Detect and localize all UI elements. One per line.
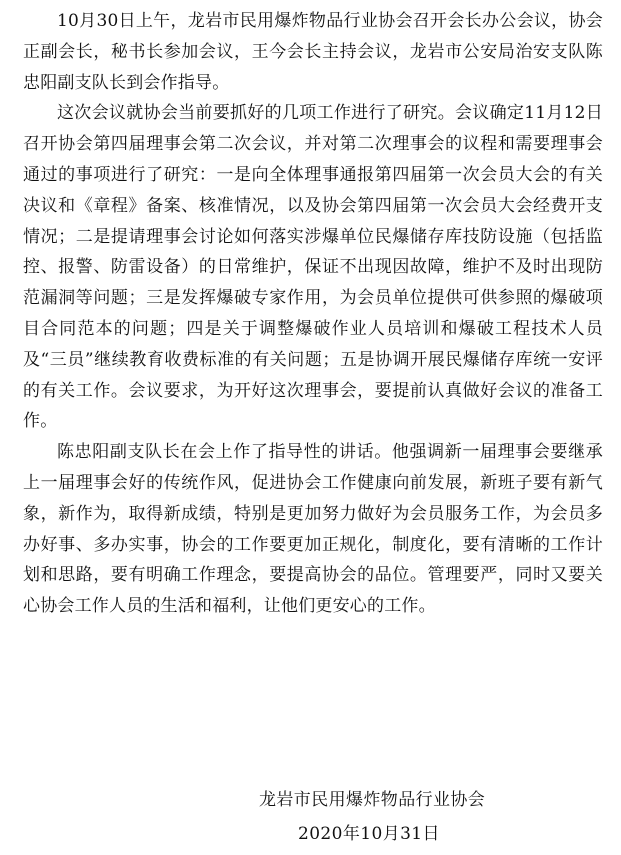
paragraph-speech: 陈忠阳副支队长在会上作了指导性的讲话。他强调新一届理事会要继承上一届理事会好的传统作风，促进协会工作健康向前发展，新班子要有新气象，新作为，取得新成绩，特别是更加努力做好为会员服务工作，为会员多办好事、多办实事，协会的工作要更加正规化，制度化，要有清晰的工作计划和思路，要有明确工作理念，要提高协会的品位。管理要严，同时又要关心协会工作人员的生活和福利，让他们更安心的工作。 [23, 442, 603, 617]
signature-organization: 龙岩市民用爆炸物品行业协会 [259, 790, 486, 810]
paragraph-meeting-intro: 10月30日上午，龙岩市民用爆炸物品行业协会召开会长办公会议，协会正副会长，秘书长参加会议，王今会长主持会议，龙岩市公安局治安支队陈忠阳副支队长到会作指导。 [23, 11, 603, 93]
paragraph-meeting-agenda: 这次会议就协会当前要抓好的几项工作进行了研究。会议确定11月12日召开协会第四届理事会第二次会议，并对第二次理事会的议程和需要理事会通过的事项进行了研究：一是向全体理事通报第四届第一次会员大会的有关决议和《章程》备案、核准情况，以及协会第四届第一次会员大会经费开支情况；二是提请理事会讨论如何落实涉爆单位民爆储存库技防设施（包括监控、报警、防雷设备）的日常维护，保证不出现因故障，维护不及时出现防范漏洞等问题；三是发挥爆破专家作用，为会员单位提供可供参照的爆破项目合同范本的问题；四是关于调整爆破作业人员培训和爆破工程技术人员及“三员”继续教育收费标准的有关问题；五是协调开展民爆储存库统一安评的有关工作。会议要求，为开好这次理事会，要提前认真做好会议的准备工作。 [23, 103, 603, 432]
document-body [23, 6, 603, 622]
signature-date: 2020年10月31日 [298, 824, 440, 844]
